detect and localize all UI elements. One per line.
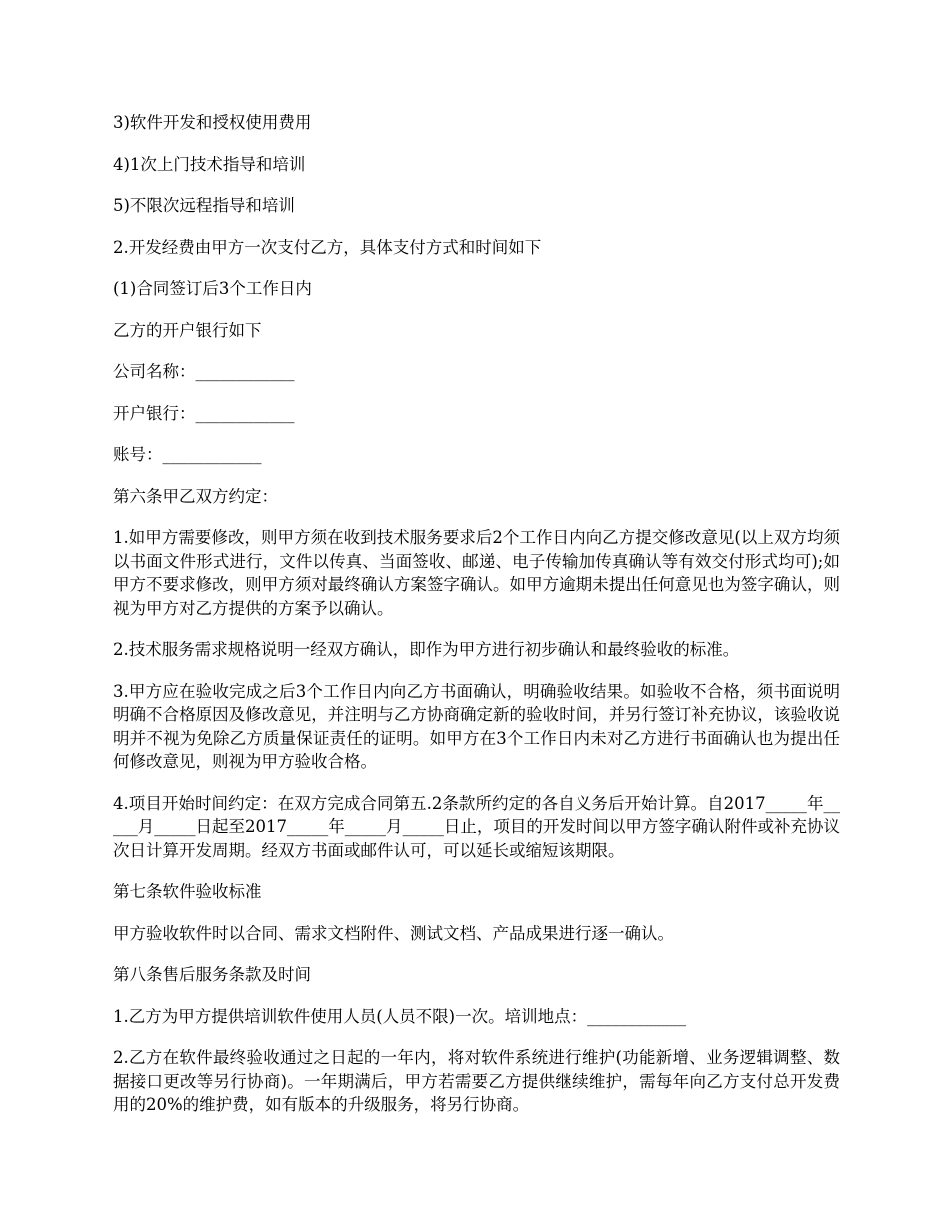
section-heading-article-7: 第七条软件验收标准	[113, 882, 262, 901]
paragraph-company-name: 公司名称：____________	[113, 362, 295, 381]
paragraph-payment-method: 2.开发经费由甲方一次支付乙方，具体支付方式和时间如下	[113, 237, 542, 257]
paragraph-article-6-clause-2: 2.技术服务需求规格说明一经双方确认，即作为甲方进行初步确认和最终验收的标准。	[113, 640, 740, 659]
section-heading-article-8: 第八条售后服务条款及时间	[113, 965, 311, 984]
paragraph-article-6-clause-1: 1.如甲方需要修改，则甲方须在收到技术服务要求后2个工作日内向乙方提交修改意见(以上双方均须以书面文件形式进行，文件以传真、当面签收、邮递、电子传输加传真确认等有效交付形式均可);如甲方不要求修改，则甲方须对最终确认方案签字确认。如甲方逾期未提出任何意见也为签字确认，则视为甲方对乙方提供的方案予以确认。	[113, 528, 840, 618]
paragraph-item-3-fee: 3)软件开发和授权使用费用	[113, 113, 312, 132]
paragraph-bank-intro: 乙方的开户银行如下	[113, 320, 262, 340]
paragraph-article-8-clause-2: 2.乙方在软件最终验收通过之日起的一年内，将对软件系统进行维护(功能新增、业务逻辑调整、数据接口更改等另行协商)。一年期满后，甲方若需要乙方提供继续维护，需每年向乙方支付总开发费用的20%的维护费，如有版本的升级服务，将另行协商。	[113, 1048, 840, 1114]
paragraph-item-4-onsite-training: 4)1次上门技术指导和培训	[113, 154, 306, 174]
document-page	[113, 111, 840, 1135]
paragraph-article-6-clause-4: 4.项目开始时间约定：在双方完成合同第五.2条款所约定的各自义务后开始计算。自2017_____年_____月_____日起至2017_____年_____月_____日止，项目的开发时间以甲方签字确认附件或补充协议次日计算开发周期。经双方书面或邮件认可，可以延长或缩短该期限。	[113, 793, 840, 860]
section-heading-article-6: 第六条甲乙双方约定：	[113, 486, 278, 506]
paragraph-article-7-body: 甲方验收软件时以合同、需求文档附件、测试文档、产品成果进行逐一确认。	[113, 923, 674, 943]
paragraph-payment-timing: (1)合同签订后3个工作日内	[113, 279, 312, 298]
paragraph-bank-name: 开户银行：____________	[113, 403, 295, 423]
paragraph-account-number: 账号：____________	[113, 445, 262, 464]
paragraph-article-6-clause-3: 3.甲方应在验收完成之后3个工作日内向乙方书面确认，明确验收结果。如验收不合格，须书面说明明确不合格原因及修改意见，并注明与乙方协商确定新的验收时间，并另行签订补充协议，该验收说明并不视为免除乙方质量保证责任的证明。如甲方在3个工作日内未对乙方进行书面确认也为提出任何修改意见，则视为甲方验收合格。	[113, 681, 840, 771]
paragraph-article-8-clause-1: 1.乙方为甲方提供培训软件使用人员(人员不限)一次。培训地点：____________	[113, 1006, 687, 1026]
paragraph-item-5-remote-training: 5)不限次远程指导和培训	[113, 196, 295, 215]
